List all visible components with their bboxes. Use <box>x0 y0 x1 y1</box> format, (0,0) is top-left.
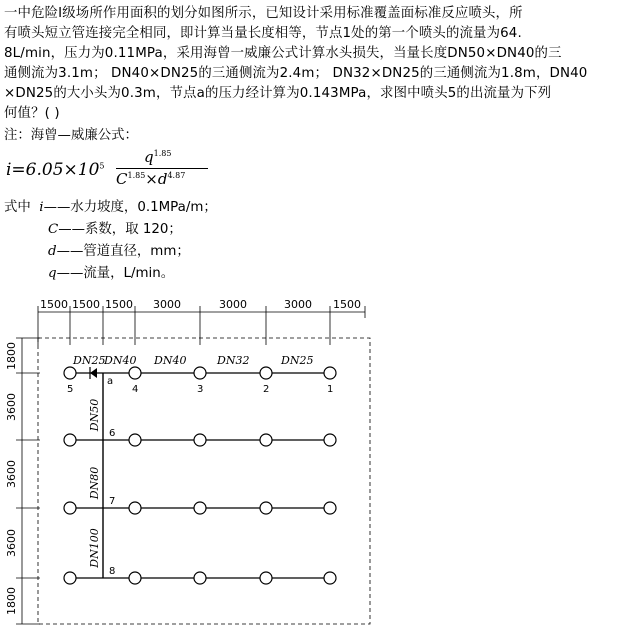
sprinkler-head-1 <box>324 367 336 379</box>
formula-numerator: $q^{1.85}$ <box>144 148 172 166</box>
question-line: 一中危险Ⅰ级场所作用面积的划分如图所示，已知设计采用标准覆盖面标准反应喷头，所 <box>4 6 523 21</box>
dim-label: 3000 <box>284 298 312 311</box>
sprinkler-head <box>194 572 206 584</box>
sprinkler-heads <box>64 367 336 584</box>
definition-text: ——系数，取 120； <box>58 222 182 237</box>
question-line: ×DN25的大小头为0.3m，节点a的压力经计算为0.143MPa，求图中喷头5的出流量为下列 <box>4 86 552 101</box>
dim-label: 1500 <box>333 298 361 311</box>
branch-pipes <box>70 373 330 578</box>
sprinkler-head <box>194 502 206 514</box>
left-dimension <box>5 338 40 624</box>
question-line: 通侧流为3.1m； DN40×DN25的三通侧流为2.4m； DN32×DN25的三通侧流为1.8m，DN40 <box>4 66 588 81</box>
dim-label: 1500 <box>40 298 68 311</box>
sprinkler-head-2 <box>260 367 272 379</box>
sprinkler-head <box>64 572 76 584</box>
definition-text: ——流量，L/min。 <box>56 266 175 281</box>
definition-symbol: d <box>48 244 57 259</box>
dim-label: 1800 <box>5 587 18 615</box>
sprinkler-head-3 <box>194 367 206 379</box>
pipe-label: DN25 <box>281 354 314 367</box>
node-label: 7 <box>109 496 116 507</box>
dim-label: 3600 <box>5 529 18 557</box>
note-title: 注：海曾—威廉公式： <box>4 128 138 143</box>
node-label: 8 <box>109 566 116 577</box>
dim-label: 3600 <box>5 460 18 488</box>
sprinkler-head <box>129 434 141 446</box>
node-label: 6 <box>109 428 116 439</box>
definition-symbol: C <box>48 222 59 237</box>
pipe-label: DN32 <box>217 354 250 367</box>
dim-label: 1500 <box>72 298 100 311</box>
sprinkler-head <box>324 572 336 584</box>
riser-size-labels <box>88 399 101 569</box>
pipe-label: DN40 <box>154 354 187 367</box>
node-label: a <box>107 376 114 387</box>
question-line: 何值？( ) <box>4 106 60 121</box>
dim-label: 1500 <box>105 298 133 311</box>
sprinkler-head <box>64 434 76 446</box>
dim-label: 1800 <box>5 342 18 370</box>
riser-label: DN80 <box>88 466 101 500</box>
definition-text: ——管道直径，mm； <box>56 244 190 259</box>
node-label: 1 <box>327 384 334 395</box>
sprinkler-head <box>324 434 336 446</box>
node-label: 2 <box>263 384 270 395</box>
sprinkler-head <box>129 502 141 514</box>
pipe-size-labels <box>72 354 313 367</box>
node-labels <box>67 376 333 577</box>
dim-label: 3000 <box>153 298 181 311</box>
question-line: 8L/min，压力为0.11MPa，采用海曾一威廉公式计算水头损失，当量长度DN50×DN40的三 <box>4 46 562 61</box>
definition-text: ——水力坡度，0.1MPa/m； <box>43 200 217 215</box>
definitions-prefix: 式中 <box>4 200 31 215</box>
sprinkler-head <box>260 572 272 584</box>
question-line: 有喷头短立管连接完全相同，即计算当量长度相等，节点1处的第一个喷头的流量为64. <box>4 26 522 41</box>
formula-denominator: $C^{1.85}\times d^{4.87}$ <box>116 170 186 188</box>
riser-label: DN50 <box>88 398 101 432</box>
definition-symbol: q <box>48 266 57 281</box>
sprinkler-head <box>260 434 272 446</box>
sprinkler-head <box>194 434 206 446</box>
sprinkler-head-5 <box>64 367 76 379</box>
sprinkler-head <box>129 572 141 584</box>
dim-label: 3600 <box>5 393 18 421</box>
node-label: 3 <box>197 384 204 395</box>
node-label: 4 <box>132 384 139 395</box>
check-valve-icon <box>90 367 97 379</box>
node-label: 5 <box>67 384 74 395</box>
definition-symbol: i <box>39 200 44 215</box>
pipe-label: DN40 <box>104 354 137 367</box>
sprinkler-head <box>324 502 336 514</box>
sprinkler-head-4 <box>129 367 141 379</box>
sprinkler-head <box>260 502 272 514</box>
sprinkler-head <box>64 502 76 514</box>
formula-lhs: $i=6.05\times 10^5$ <box>6 160 105 180</box>
pipe-label: DN25 <box>73 354 106 367</box>
dim-label: 3000 <box>219 298 247 311</box>
riser-label: DN100 <box>88 528 101 568</box>
